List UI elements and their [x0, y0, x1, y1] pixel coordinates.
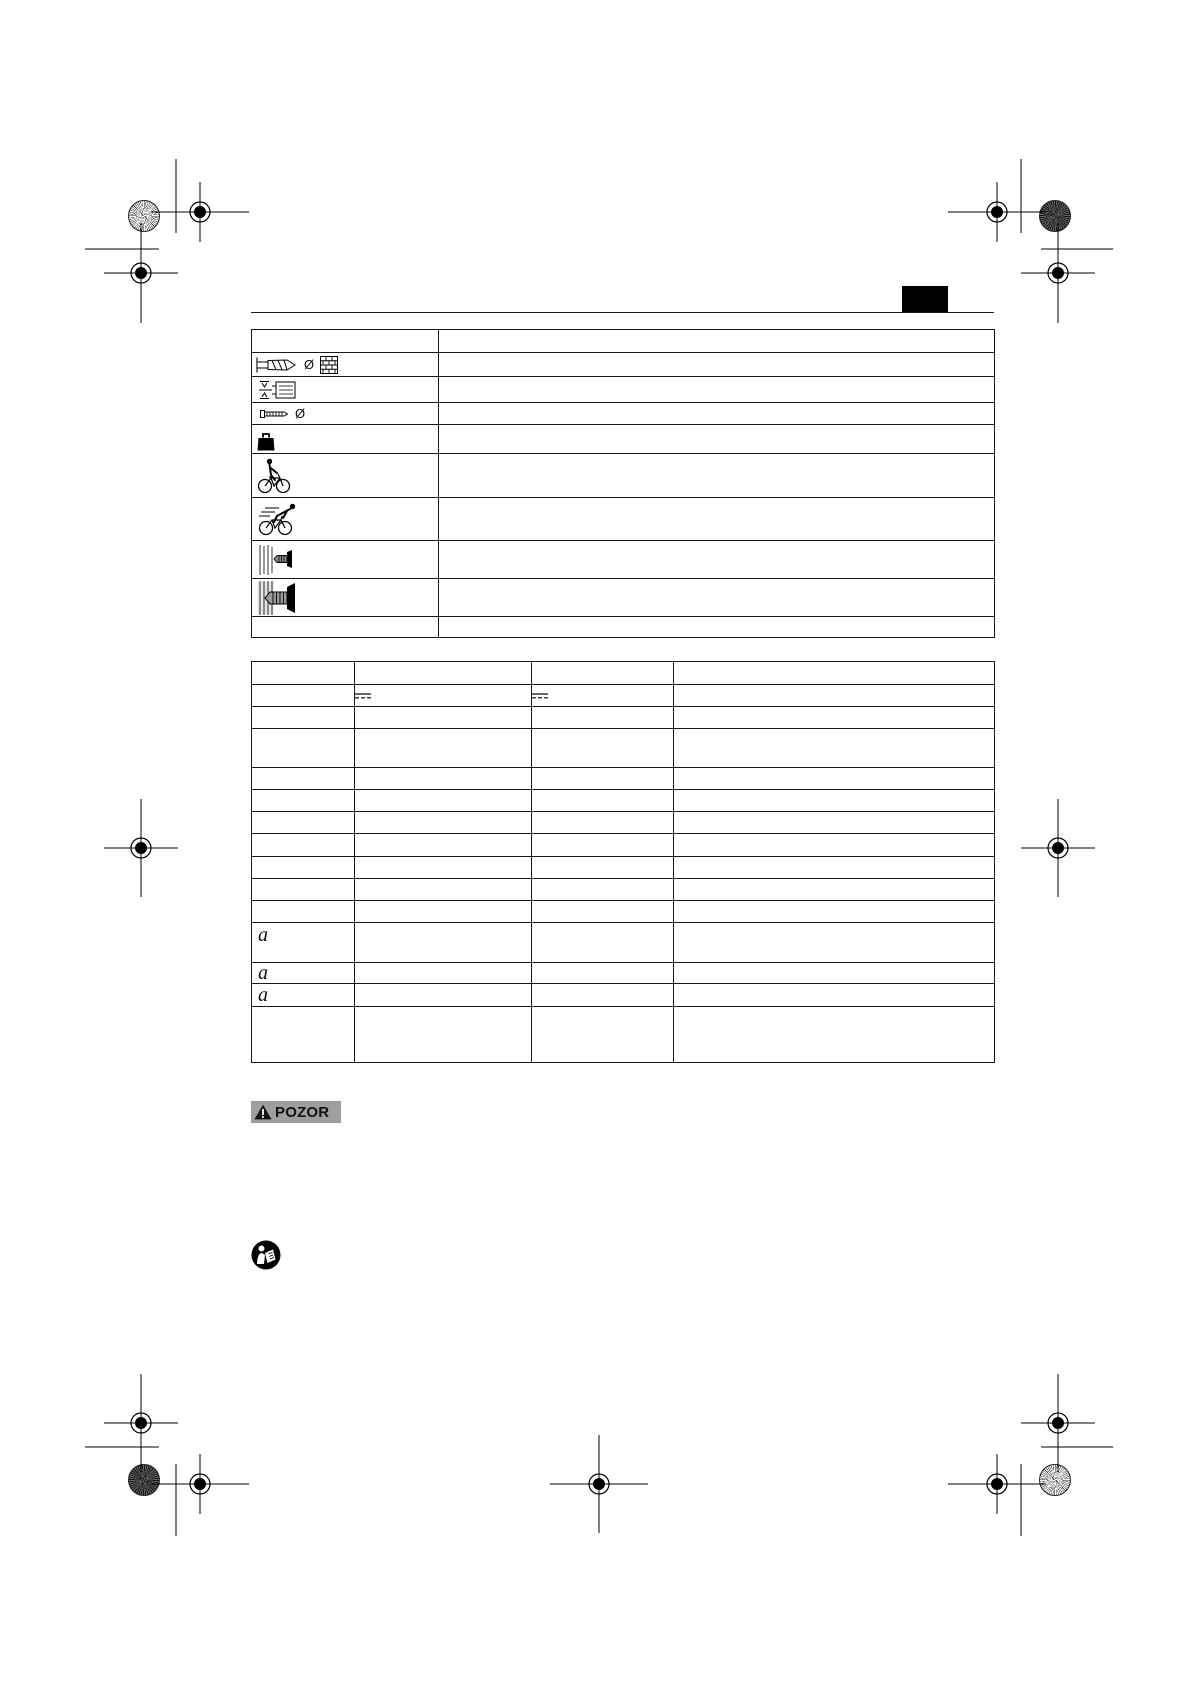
data-cell: [355, 729, 532, 768]
cyclist-fast-icon: [257, 503, 297, 536]
registration-target: [104, 1374, 178, 1472]
data-cell: [674, 984, 995, 1007]
data-cell: [252, 963, 355, 984]
data-cell: [252, 834, 355, 857]
data-cell: [355, 834, 532, 857]
data-cell: [674, 1007, 995, 1063]
spec-value-cell: [439, 377, 995, 403]
data-cell: [252, 1007, 355, 1063]
data-cell: [355, 790, 532, 812]
data-row: [252, 984, 995, 1007]
data-cell: [355, 901, 532, 923]
data-row: [252, 812, 995, 834]
dc-current-icon: [355, 693, 371, 699]
small-screw-in-wood-icon: [257, 544, 295, 576]
data-cell: [674, 812, 995, 834]
data-cell: [532, 984, 674, 1007]
data-row: [252, 729, 995, 768]
registration-target: [151, 182, 249, 242]
spec-icon-cell: [252, 498, 439, 541]
spec-row: [252, 579, 995, 617]
data-cell: [532, 707, 674, 729]
registration-target: [1021, 799, 1095, 897]
data-row: [252, 707, 995, 729]
data-cell: [355, 984, 532, 1007]
spec-icon-cell: [252, 425, 439, 454]
data-row: [252, 879, 995, 901]
data-cell: [674, 963, 995, 984]
data-cell: [532, 1007, 674, 1063]
spec-value-cell: [439, 454, 995, 498]
data-cell: [252, 729, 355, 768]
row-label: a: [258, 984, 268, 1006]
spec-icon-cell: [252, 579, 439, 617]
data-cell: [355, 707, 532, 729]
spec-row: [252, 377, 995, 403]
spec-value-cell: [439, 579, 995, 617]
spec-icon-cell: [252, 403, 439, 425]
data-row: [252, 1007, 995, 1063]
spec-value-cell: [439, 498, 995, 541]
data-cell: [532, 729, 674, 768]
brick-wall-icon: [320, 356, 338, 374]
data-cell: [532, 790, 674, 812]
registration-target: [104, 799, 178, 897]
spec-row: [252, 330, 995, 353]
registration-target: [1021, 1374, 1095, 1472]
data-row: [252, 963, 995, 984]
data-cell: [532, 834, 674, 857]
spec-value-cell: [439, 541, 995, 579]
data-cell: [532, 923, 674, 963]
language-tab: [902, 286, 948, 312]
data-cell: [252, 768, 355, 790]
data-cell: [674, 879, 995, 901]
row-label: a: [258, 962, 268, 984]
data-cell: [532, 768, 674, 790]
data-cell: [532, 963, 674, 984]
spec-value-cell: [439, 425, 995, 454]
row-label: a: [258, 924, 268, 946]
data-row: [252, 685, 995, 707]
spec-row: [252, 425, 995, 454]
weight-icon: [257, 432, 275, 451]
data-cell: [674, 790, 995, 812]
diameter-symbol: Ø: [304, 357, 315, 372]
data-cell: [355, 879, 532, 901]
spec-row: [252, 353, 995, 377]
data-cell: [252, 662, 355, 685]
data-row: [252, 662, 995, 685]
data-row: [252, 901, 995, 923]
data-row: [252, 790, 995, 812]
data-cell: [532, 901, 674, 923]
large-screw-in-wood-icon: [257, 581, 297, 615]
spec-icon-cell: [252, 454, 439, 498]
data-cell: [532, 812, 674, 834]
diameter-symbol: Ø: [295, 406, 306, 421]
data-cell: [252, 984, 355, 1007]
data-cell: [252, 923, 355, 963]
spec-value-cell: [439, 353, 995, 377]
spec-icon-cell: [252, 617, 439, 638]
spec-value-cell: [439, 617, 995, 638]
registration-target: [550, 1435, 648, 1533]
spec-row: [252, 541, 995, 579]
registration-target: [948, 1454, 1046, 1514]
cyclist-slow-icon: [257, 458, 291, 494]
data-row: [252, 768, 995, 790]
data-cell: [252, 879, 355, 901]
spec-row: [252, 498, 995, 541]
data-cell: [532, 662, 674, 685]
data-cell: [674, 923, 995, 963]
spec-icon-cell: [252, 330, 439, 353]
drilling-depth-icon: [258, 380, 296, 400]
spec-icon-cell: [252, 353, 439, 377]
data-cell: [674, 662, 995, 685]
registration-target: [151, 1454, 249, 1514]
data-cell: [674, 834, 995, 857]
data-cell: [674, 901, 995, 923]
data-cell: [355, 963, 532, 984]
warning-triangle-icon: [254, 1104, 272, 1120]
spec-row: [252, 454, 995, 498]
data-cell: [674, 857, 995, 879]
warning-badge: [251, 1101, 341, 1123]
data-cell: [355, 768, 532, 790]
spec-row: [252, 403, 995, 425]
spec-value-cell: [439, 403, 995, 425]
data-row: [252, 923, 995, 963]
spec-icon-cell: [252, 541, 439, 579]
data-cell: [532, 879, 674, 901]
registration-target: [104, 223, 178, 323]
data-cell: [252, 790, 355, 812]
data-cell: [674, 707, 995, 729]
data-cell: [252, 812, 355, 834]
data-cell: [252, 901, 355, 923]
data-cell: [355, 923, 532, 963]
data-cell: [355, 1007, 532, 1063]
data-row: [252, 857, 995, 879]
warning-label: POZOR: [275, 1103, 330, 1121]
dc-current-icon: [532, 693, 548, 699]
data-cell: [532, 857, 674, 879]
data-row: [252, 834, 995, 857]
spec-value-cell: [439, 330, 995, 353]
data-cell: [252, 857, 355, 879]
data-cell: [252, 685, 355, 707]
read-manual-notice: [251, 1240, 281, 1270]
data-cell: [674, 729, 995, 768]
screw-icon: [260, 409, 288, 419]
registration-target: [948, 182, 1046, 242]
spec-table: [251, 329, 995, 638]
data-cell: [355, 662, 532, 685]
spec-icon-cell: [252, 377, 439, 403]
data-cell: [252, 707, 355, 729]
data-cell: [355, 685, 532, 707]
data-cell: [532, 685, 674, 707]
spec-row: [252, 617, 995, 638]
data-cell: [355, 812, 532, 834]
data-cell: [674, 685, 995, 707]
data-cell: [674, 768, 995, 790]
drill-bit-icon: [256, 356, 296, 374]
data-table: [251, 661, 995, 1063]
header-rule: [251, 312, 994, 313]
data-cell: [355, 857, 532, 879]
registration-target: [1021, 223, 1095, 323]
read-manual-icon: [251, 1240, 281, 1270]
